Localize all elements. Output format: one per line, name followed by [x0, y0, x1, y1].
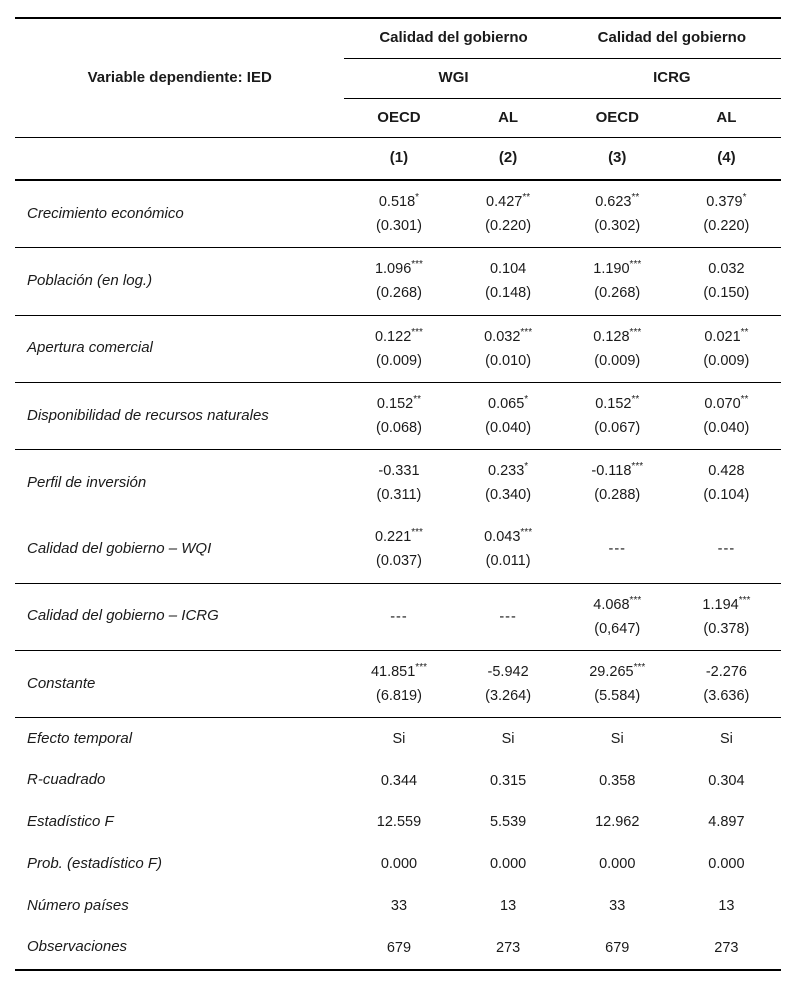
significance-stars: ***	[629, 594, 642, 606]
column-number-row	[15, 138, 781, 180]
coef-cell: 0.043***	[484, 527, 533, 546]
stat-row	[15, 927, 781, 970]
stderr-cell: (0.040)	[703, 419, 750, 436]
significance-stars: **	[740, 326, 749, 338]
stderr-cell: (0.150)	[703, 285, 750, 302]
stderr-cell: (0.148)	[485, 285, 532, 302]
stderr-cell: (0.220)	[485, 218, 532, 235]
stderr-cell: (5.584)	[594, 687, 641, 704]
row-label: Crecimiento económico	[27, 204, 184, 222]
stderr-cell: (0.288)	[594, 487, 641, 504]
coef-cell: 29.265***	[589, 661, 646, 680]
coef-cell: 41.851***	[370, 661, 427, 680]
coef-cell: 0.065*	[488, 393, 529, 412]
stat-cell: 5.539	[489, 814, 527, 831]
stat-cell: 273	[496, 939, 521, 956]
coef-row	[15, 180, 781, 214]
stat-row	[15, 885, 781, 927]
stat-cell: 0.000	[708, 856, 745, 873]
column-header-oecd-icrg: OECD	[563, 98, 672, 138]
stat-cell: 12.559	[376, 814, 422, 831]
row-label: Calidad del gobierno – WQI	[27, 540, 212, 557]
significance-stars: ***	[415, 661, 427, 673]
coef-cell: -0.331	[378, 463, 420, 479]
column-header-al-wgi: AL	[454, 98, 563, 138]
stat-label: R-cuadrado	[27, 771, 106, 789]
regression-results-table	[15, 17, 781, 971]
coef-cell: 0.428	[708, 463, 745, 479]
stat-cell: 0.358	[599, 772, 636, 789]
stat-cell: 0.000	[380, 856, 418, 873]
summary-stats-section	[15, 718, 781, 970]
stat-cell: Si	[610, 730, 624, 747]
coef-cell: 1.096***	[374, 259, 423, 278]
stderr-cell: (3.636)	[703, 687, 750, 704]
stderr-cell: (0.340)	[485, 487, 532, 504]
stat-cell: 0.304	[708, 772, 745, 789]
coef-group	[15, 450, 781, 517]
coef-cell: 0.122***	[374, 326, 423, 345]
stat-cell: Si	[392, 730, 406, 747]
row-label: Disponibilidad de recursos naturales	[27, 406, 269, 424]
stat-label: Estadístico F	[27, 813, 114, 830]
coef-group	[15, 650, 781, 717]
stat-cell: Si	[501, 730, 515, 747]
stat-row	[15, 802, 781, 844]
stderr-cell: (0.067)	[594, 419, 641, 436]
coef-cell: 0.379*	[706, 192, 747, 210]
stat-cell: 33	[609, 897, 626, 914]
column-number-1: (1)	[344, 138, 453, 180]
significance-stars: *	[524, 393, 529, 405]
stat-cell: 0.000	[599, 856, 636, 873]
stderr-cell: (0.009)	[375, 352, 422, 369]
significance-stars: **	[522, 192, 531, 204]
row-label: Perfil de inversión	[27, 473, 147, 491]
coef-cell: -0.118***	[591, 461, 644, 479]
coef-cell: 1.194***	[702, 594, 751, 613]
row-label: Calidad del gobierno – ICRG	[27, 607, 219, 625]
significance-stars: ***	[411, 326, 423, 338]
coef-cell: 0.623**	[595, 192, 640, 210]
row-label: Población (en log.)	[27, 272, 153, 289]
significance-stars: *	[415, 192, 420, 204]
coef-cell: 0.152**	[376, 393, 421, 412]
stderr-cell: (0.301)	[375, 218, 422, 235]
coef-cell: 0.032***	[484, 326, 533, 345]
coef-row	[15, 450, 781, 484]
coef-cell: 4.068***	[593, 594, 642, 613]
stat-cell: Si	[719, 730, 733, 747]
index-header-wgi: WGI	[344, 58, 562, 98]
column-number-4: (4)	[672, 138, 781, 180]
stat-label: Efecto temporal	[27, 729, 133, 747]
coef-row	[15, 516, 781, 549]
coef-cell: -2.276	[705, 663, 747, 680]
coef-cell: 0.128***	[593, 326, 642, 345]
column-number-2: (2)	[454, 138, 563, 180]
group-header-icrg: Calidad del gobierno	[563, 18, 781, 58]
table-head	[15, 18, 781, 180]
group-header-wgi: Calidad del gobierno	[344, 18, 562, 58]
stat-cell: 13	[500, 897, 517, 914]
significance-stars: ***	[520, 527, 533, 539]
stderr-cell: (0.011)	[485, 553, 531, 570]
significance-stars: ***	[631, 461, 644, 473]
stat-cell: 679	[386, 939, 412, 956]
dependent-variable-header: Variable dependiente: IED	[15, 18, 344, 138]
significance-stars: ***	[633, 661, 646, 673]
column-header-al-icrg: AL	[672, 98, 781, 138]
stderr-cell: (0.268)	[375, 285, 422, 302]
stat-cell: 0.344	[380, 772, 418, 789]
coef-cell: 0.070**	[704, 393, 749, 412]
significance-stars: ***	[520, 326, 533, 338]
coef-group	[15, 180, 781, 248]
coef-group	[15, 315, 781, 382]
stderr-cell: (3.264)	[485, 687, 532, 704]
stat-cell: 4.897	[708, 814, 745, 831]
significance-stars: ***	[411, 527, 423, 539]
stat-cell: 13	[718, 897, 735, 914]
index-header-icrg: ICRG	[563, 58, 781, 98]
group-header-row	[15, 18, 781, 58]
coef-group	[15, 382, 781, 449]
stat-row	[15, 718, 781, 760]
empty-cell	[15, 138, 344, 180]
stderr-cell: (0.010)	[485, 352, 532, 369]
empty-coef-cell: ---	[499, 608, 517, 625]
stderr-cell: (0.220)	[703, 218, 750, 235]
coef-row	[15, 650, 781, 684]
stderr-cell: (0.037)	[375, 553, 422, 570]
coef-cell: 0.427**	[486, 192, 531, 210]
stat-row	[15, 760, 781, 802]
stderr-cell: (0.268)	[594, 285, 641, 302]
stat-cell: 12.962	[595, 814, 640, 831]
stderr-cell: (6.819)	[375, 687, 422, 704]
coef-cell: -5.942	[487, 663, 529, 680]
stat-cell: 273	[714, 939, 739, 956]
stderr-cell: (0.009)	[703, 352, 750, 369]
significance-stars: ***	[629, 326, 642, 338]
coef-row	[15, 248, 781, 282]
stderr-cell: (0.302)	[594, 218, 641, 235]
significance-stars: **	[631, 393, 640, 405]
stderr-cell: (0.104)	[703, 487, 750, 504]
coef-group	[15, 583, 781, 650]
coef-cell: 1.190***	[593, 259, 642, 278]
stat-label: Número países	[27, 896, 129, 914]
significance-stars: ***	[738, 594, 751, 606]
coef-group	[15, 516, 781, 583]
stat-cell: 0.315	[489, 772, 527, 789]
stat-cell: 679	[605, 939, 630, 956]
stderr-cell: (0,647)	[594, 620, 641, 637]
stderr-cell: (0.040)	[485, 419, 532, 436]
coef-cell: 0.518*	[378, 192, 420, 210]
significance-stars: ***	[411, 259, 423, 271]
significance-stars: *	[742, 192, 747, 204]
coef-cell: 0.233*	[488, 461, 529, 479]
significance-stars: **	[740, 393, 749, 405]
significance-stars: *	[524, 461, 529, 473]
coef-row	[15, 583, 781, 617]
significance-stars: **	[631, 192, 640, 204]
empty-coef-cell: ---	[717, 541, 736, 558]
coef-row	[15, 315, 781, 349]
coef-row	[15, 382, 781, 416]
stat-label: Observaciones	[27, 938, 128, 956]
stat-cell: 0.000	[489, 856, 527, 873]
column-number-3: (3)	[563, 138, 672, 180]
coef-cell: 0.104	[489, 261, 527, 278]
coef-cell: 0.152**	[595, 393, 640, 412]
coef-cell: 0.032	[708, 261, 745, 278]
stderr-cell: (0.068)	[375, 419, 422, 436]
stderr-cell: (0.311)	[376, 487, 422, 504]
coef-cell: 0.021**	[704, 326, 749, 345]
empty-coef-cell: ---	[390, 608, 408, 625]
stat-label: Prob. (estadístico F)	[27, 854, 163, 872]
coef-cell: 0.221***	[374, 527, 423, 546]
stderr-cell: (0.009)	[594, 352, 641, 369]
row-label: Apertura comercial	[27, 339, 153, 357]
column-header-oecd-wgi: OECD	[344, 98, 453, 138]
row-label: Constante	[27, 674, 96, 692]
coef-group	[15, 248, 781, 315]
stat-cell: 33	[390, 897, 408, 914]
significance-stars: ***	[629, 259, 642, 271]
significance-stars: **	[413, 393, 421, 405]
stderr-cell: (0.378)	[703, 620, 750, 637]
empty-coef-cell: ---	[608, 541, 626, 558]
stat-row	[15, 843, 781, 885]
